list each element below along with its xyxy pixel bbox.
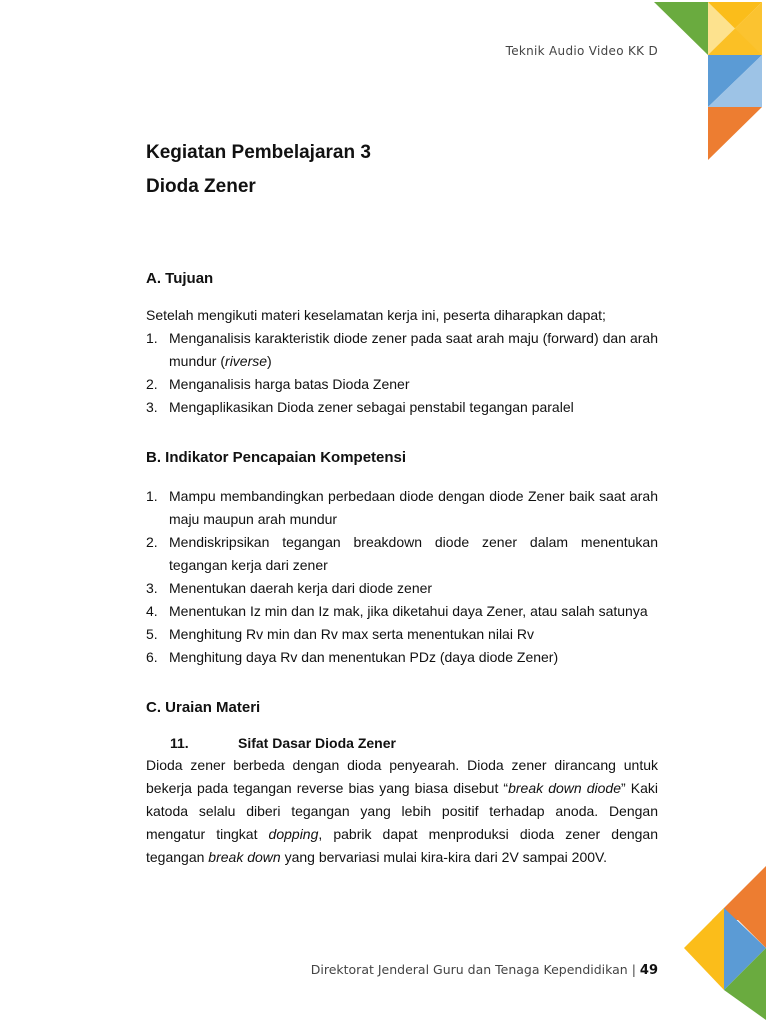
section-c-heading: C. Uraian Materi: [146, 699, 261, 716]
list-item: 3. Menentukan daerah kerja dari diode zener: [146, 580, 433, 596]
section-a-heading: A. Tujuan: [146, 270, 214, 287]
list-item: 4. Menentukan Iz min dan Iz mak, jika diketahui daya Zener, atau salah satunya: [146, 603, 648, 619]
footer-text: Direktorat Jenderal Guru dan Tenaga Kependidikan |: [310, 962, 636, 977]
list-item: 6. Menghitung daya Rv dan menentukan PDz (daya diode Zener): [146, 649, 559, 665]
body-paragraph: Dioda zener berbeda dengan dioda penyearah. Dioda zener dirancang untuk bekerja pada tegangan reverse bias yang biasa disebut “break down diode” Kaki katoda selalu diberi tegangan yang lebih positif terhadap anoda. Dengan mengatur tingkat dopping, pabrik dapat menproduksi dioda zener dengan tegangan break down yang bervariasi mulai kira-kira dari 2V sampai 200V.: [146, 757, 659, 865]
indicators-list: [146, 485, 658, 669]
list-item: 2. Mendiskripsikan tegangan breakdown diode zener dalam menentukan tegangan kerja dari zener: [146, 534, 658, 573]
subsection-number: 11.: [170, 735, 189, 751]
bottom-corner-decoration: [680, 862, 768, 1024]
green-triangle: [654, 2, 708, 55]
subsection-heading: [146, 732, 658, 754]
list-item: 3. Mengaplikasikan Dioda zener sebagai penstabil tegangan paralel: [146, 399, 574, 415]
list-item: 1. Menganalisis karakteristik diode zener pada saat arah maju (forward) dan arah mundur (riverse): [146, 330, 658, 369]
chapter-title: Kegiatan Pembelajaran 3: [146, 142, 371, 163]
chapter-subtitle: Dioda Zener: [146, 176, 256, 197]
yellow-triangle-bottom: [684, 908, 724, 990]
top-corner-decoration: [640, 0, 768, 170]
section-a-intro: Setelah mengikuti materi keselamatan kerja ini, peserta diharapkan dapat;: [146, 307, 606, 323]
list-item: 1. Mampu membandingkan perbedaan diode dengan diode Zener baik saat arah maju maupun arah mundur: [146, 488, 658, 527]
page-content: [146, 136, 658, 869]
list-item: 2. Menganalisis harga batas Dioda Zener: [146, 376, 410, 392]
running-header: Teknik Audio Video KK D: [505, 44, 658, 58]
page-number: 49: [639, 963, 658, 978]
subsection-title: Sifat Dasar Dioda Zener: [238, 735, 396, 751]
page-footer: [311, 962, 658, 978]
orange-triangle: [708, 107, 762, 160]
objectives-list: [146, 327, 658, 419]
section-b-heading: B. Indikator Pencapaian Kompetensi: [146, 449, 407, 466]
list-item: 5. Menghitung Rv min dan Rv max serta menentukan nilai Rv: [146, 626, 534, 642]
